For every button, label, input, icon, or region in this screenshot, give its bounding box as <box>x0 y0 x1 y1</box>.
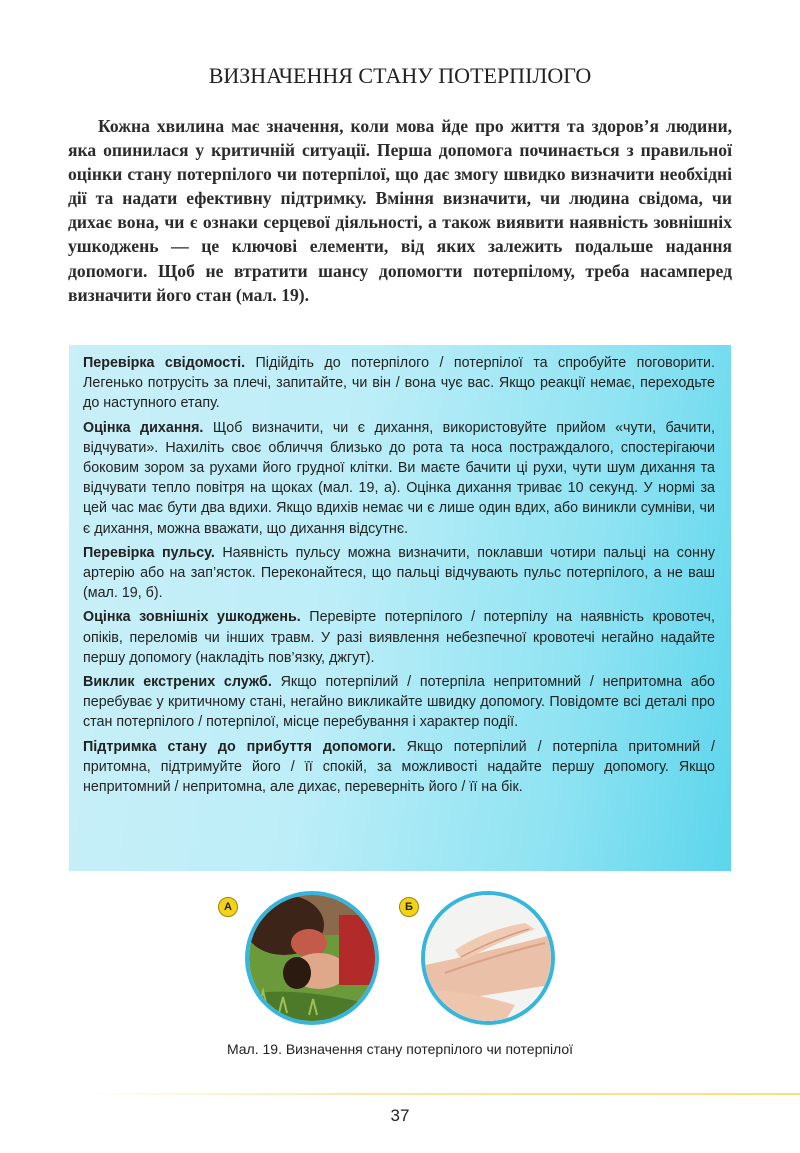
pulse-check-photo <box>421 891 555 1025</box>
step-heading: Підтримка стану до прибуття допомоги. <box>83 738 396 755</box>
intro-paragraph: Кожна хвилина має значення, коли мова йде про життя та здоров’я людини, яка опинилася у критичній ситуації. Перша допомога починається з правильної оцінки стану потерпілого чи потерпілої, що дає змогу швидко визначити необхідні дії та надати ефективну підтримку. Вміння визначити, чи людина свідома, чи дихає вона, чи є ознаки серцевої діяльності, а також виявити наявність зовнішніх ушкоджень — це ключові елементи, від яких залежить подальше надання допомоги. Щоб не втратити шансу допомогти потерпілому, треба насамперед визначити його стан (мал. 19). <box>68 116 732 305</box>
step-support <box>83 737 715 798</box>
figure-label-b: Б <box>399 897 419 917</box>
breathing-check-illustration <box>249 895 375 1021</box>
figure-label-a: А <box>218 897 238 917</box>
step-breathing <box>83 418 715 539</box>
step-heading: Перевірка пульсу. <box>83 544 215 561</box>
step-text: Підійдіть до потерпілого / потерпілої та спробуйте поговорити. Легенько потрусіть за плечі, запитайте, чи він / вона чує вас. Якщо реакції немає, переходьте до наступного етапу. <box>83 355 715 412</box>
step-injuries <box>83 607 715 668</box>
pulse-check-illustration <box>425 895 551 1021</box>
step-heading: Оцінка дихання. <box>83 419 204 436</box>
footer-divider <box>80 1093 800 1095</box>
step-emergency-call <box>83 672 715 733</box>
page-number: 37 <box>390 1106 410 1125</box>
steps-infobox <box>69 345 731 871</box>
breathing-check-photo <box>245 891 379 1025</box>
step-text: Наявність пульсу можна визначити, поклавши чотири пальці на сонну артерію або на зап’ясток. Переконайтеся, що пальці відчувають пульс потерпілого, а не ваш (мал. 19, б). <box>83 544 715 602</box>
step-heading: Виклик екстрених служб. <box>83 674 272 691</box>
step-text: Щоб визначити, чи є дихання, використовуйте прийом «чути, бачити, відчувати». Нахиліть своє обличчя близько до рота та носа постраждалого, спостерігаючи боковим зором за рухами його грудної клітки. Ви маєте бачити ці рухи, чути шум дихання та відчувати тепло повітря на щоках (мал. 19, а). Оцінка дихання триває 10 секунд. У нормі за цей час має бути два вдихи. Якщо вдихів немає чи є лише один вдих, або виникли сумніви, чи є дихання, можна вважати, що дихання відсутнє. <box>83 419 715 537</box>
step-consciousness <box>83 353 715 414</box>
step-heading: Перевірка свідомості. <box>83 355 246 371</box>
step-text: Якщо потерпілий / потерпіла притомний / притомна, підтримуйте його / її спокій, за можливості надайте першу допомогу. Якщо непритомний / непритомна, але дихає, переверніть його / її на бік. <box>83 738 715 796</box>
step-heading: Оцінка зовнішніх ушкоджень. <box>83 609 301 626</box>
step-text: Якщо потерпілий / потерпіла непритомний / непритомна або перебуває у критичному стані, негайно викликайте швидку допомогу. Повідомте всі деталі про стан потерпілого / потерпілої, місце перебування і характер події. <box>83 674 715 731</box>
page-title: ВИЗНАЧЕННЯ СТАНУ ПОТЕРПІЛОГО <box>208 63 592 88</box>
step-pulse <box>83 543 715 604</box>
step-text: Перевірте потерпілого / потерпілу на наявність кровотеч, опіків, переломів чи інших травм. У разі виявлення небезпечної кровотечі негайно надайте першу допомогу (накладіть пов’язку, джгут). <box>83 609 715 666</box>
figure-caption: Мал. 19. Визначення стану потерпілого чи потерпілої <box>226 1041 574 1057</box>
